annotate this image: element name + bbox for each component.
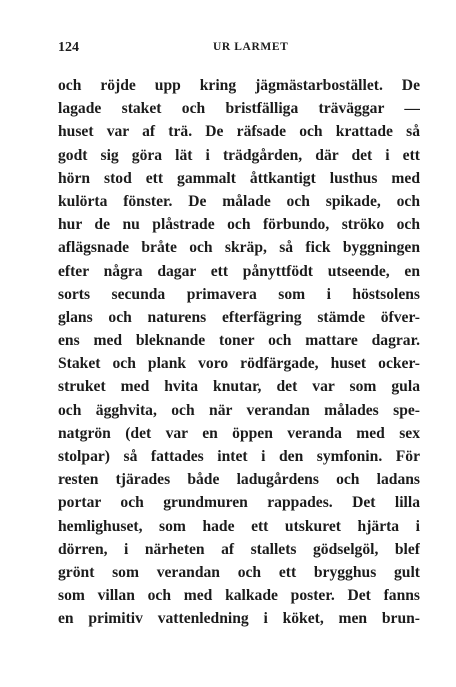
text-line: glans och naturens efterfägring stämde öfver- [58, 308, 420, 326]
text-line: efter några dagar ett pånyttfödt utseende, en [58, 262, 420, 280]
text-line: sorts secunda primavera som i höstsolens [58, 285, 420, 303]
text-line: struket med hvita knutar, det var som gula [58, 378, 420, 396]
text-line: Staket och plank voro rödfärgade, huset ocker- [58, 355, 420, 373]
text-line: grönt som verandan och ett brygghus gult [58, 563, 420, 581]
text-line: resten tjärades både ladugårdens och ladans [58, 471, 420, 489]
text-line: stolpar) så fattades intet i den symfonin. För [58, 448, 420, 465]
running-header [58, 40, 418, 60]
text-line: dörren, i närheten af stallets gödselgöl, blef [58, 540, 420, 558]
text-line: ens med bleknande toner och mattare dagrar. [58, 332, 420, 350]
text-line: hur de nu plåstrade och förbundo, ströko och [58, 216, 420, 234]
text-line: hemlighuset, som hade ett utskuret hjärta i [58, 517, 420, 535]
text-line: aflägsnade bråte och skräp, så fick byggningen [58, 239, 420, 257]
text-line: och röjde upp kring jägmästarbostället. De [58, 77, 420, 94]
text-line: hörn stod ett gammalt åttkantigt lusthus med [58, 169, 420, 187]
running-title: UR LARMET [213, 41, 289, 53]
text-line: och ägghvita, och när verandan målades spe- [58, 401, 420, 419]
page-number: 124 [58, 40, 79, 55]
text-line: natgrön (det var en öppen veranda med sex [58, 424, 420, 442]
text-line: som villan och med kalkade poster. Det fanns [58, 587, 420, 605]
text-line: lagade staket och bristfälliga träväggar — [58, 100, 420, 118]
text-line: huset var af trä. De räfsade och krattade så [58, 123, 420, 141]
text-line: en primitiv vattenledning i köket, men brun- [58, 610, 420, 628]
text-line: kulörta fönster. De målade och spikade, och [58, 192, 420, 210]
text-line: godt sig göra lät i trädgården, där det i ett [58, 146, 420, 164]
text-line: portar och grundmuren rappades. Det lilla [58, 494, 420, 512]
body-text [58, 74, 420, 631]
